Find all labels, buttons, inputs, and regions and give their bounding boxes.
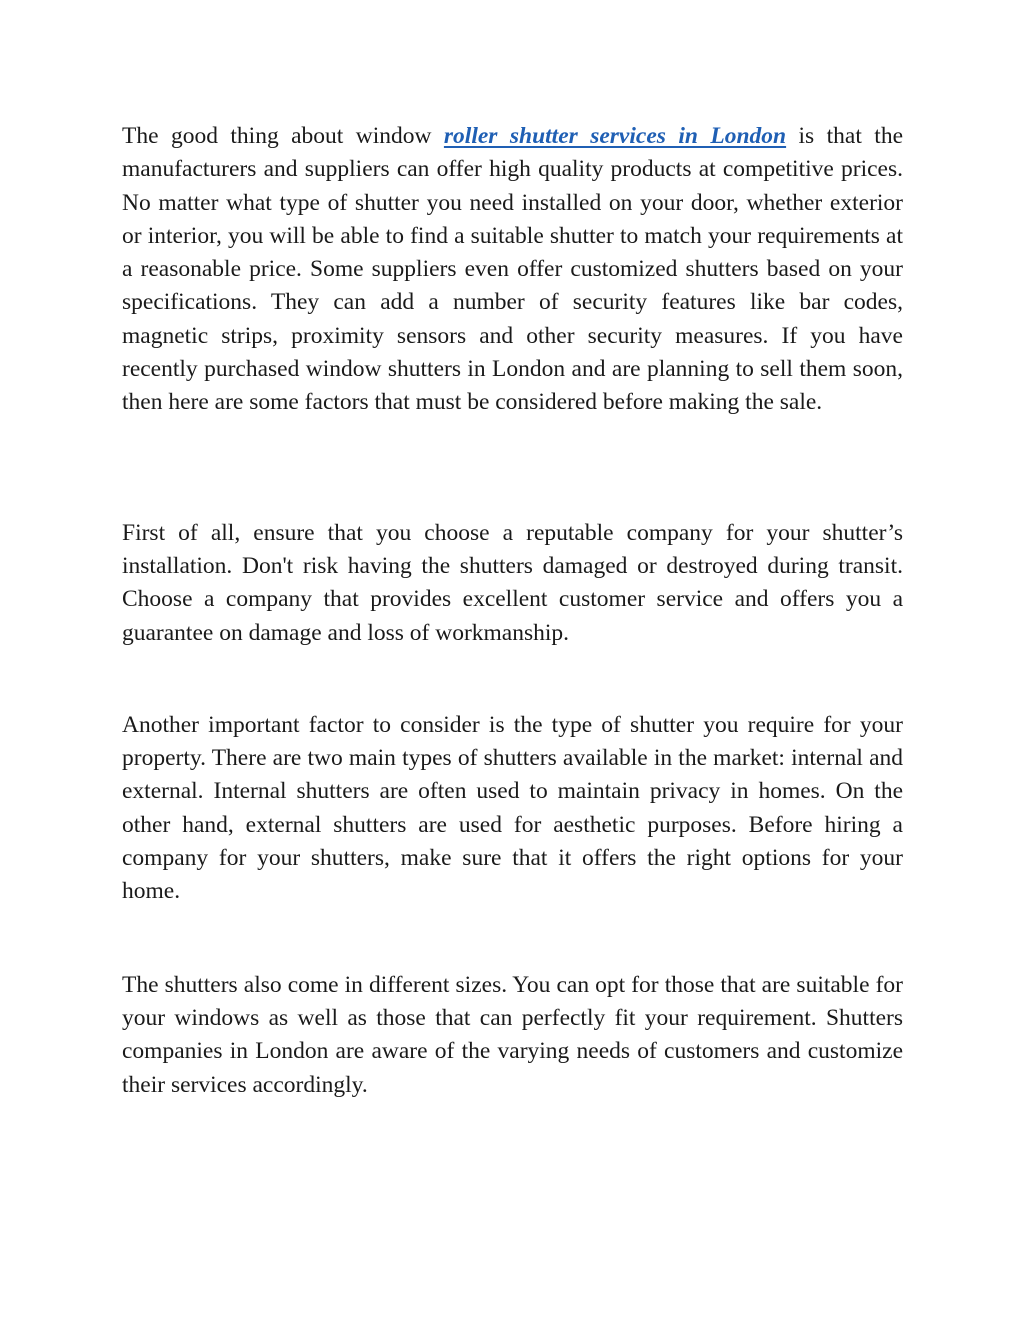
paragraph-shutter-sizes: The shutters also come in different sizes. You can opt for those that are suitable for your windows as well as those that can perfectly fit your requirement. Shutters companies in London are aware of the varying needs of customers and customize their services accordingly.	[122, 971, 903, 1098]
roller-shutter-services-link[interactable]: roller shutter services in London	[443, 123, 787, 149]
document-page	[122, 120, 903, 1102]
paragraph-intro-text-end: is that the manufacturers and suppliers can offer high quality products at competitive prices. No matter what type of shutter you need installed on your door, whether exterior or interior, you will be able to find a suitable shutter to match your requirements at a reasonable price. Some suppliers even offer customized shutters based on your specifications. They can add a number of security features like bar codes, magnetic strips, proximity sensors and other security measures. If you have recently purchased window shutters in London and are planning to sell them soon, then here are some factors that must be considered before making the sale.	[122, 123, 903, 416]
paragraph-reputable-company: First of all, ensure that you choose a reputable company for your shutter’s installation. Don't risk having the shutters damaged or destroyed during transit. Choose a company that provides excellent customer service and offers you a guarantee on damage and loss of workmanship.	[122, 519, 903, 646]
paragraph-intro	[122, 120, 903, 420]
paragraph-intro-text-start: The good thing about window	[122, 123, 444, 149]
paragraph-shutter-types: Another important factor to consider is the type of shutter you require for your property. There are two main types of shutters available in the market: internal and external. Internal shutters are often used to maintain privacy in homes. On the other hand, external shutters are used for aesthetic purposes. Before hiring a company for your shutters, make sure that it offers the right options for your home.	[122, 711, 903, 905]
